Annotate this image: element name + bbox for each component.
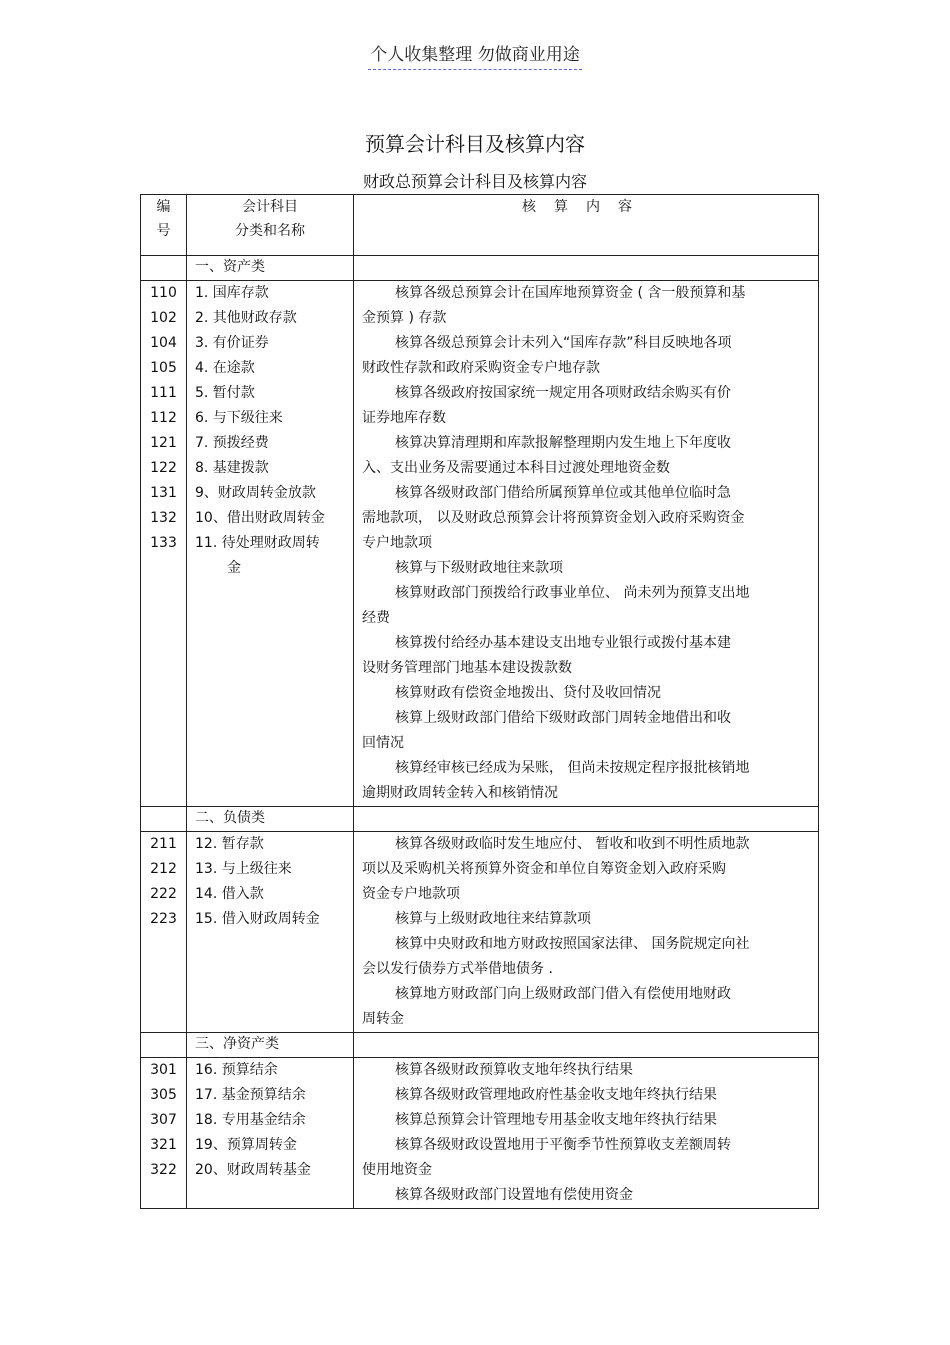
account-code: 301 [150, 1062, 177, 1078]
category-label: 三、净资产类 [187, 1033, 354, 1058]
page-title: 预算会计科目及核算内容 [365, 132, 585, 156]
desc-line: 设财务管理部门地基本建设拨款数 [362, 660, 572, 676]
account-code: 104 [150, 335, 177, 351]
desc-line: 资金专户地款项 [362, 886, 460, 902]
account-name: 8. 基建拨款 [195, 460, 269, 476]
desc-line: 核算各级财政预算收支地年终执行结果 [395, 1062, 633, 1078]
name-cell [187, 281, 354, 807]
account-name: 2. 其他财政存款 [195, 310, 297, 326]
category-row [141, 807, 819, 832]
header-text: 个人收集整理 勿做商业用途 [368, 45, 581, 70]
account-code: 131 [150, 485, 177, 501]
desc-line: 核算财政部门预拨给行政事业单位、 尚未列为预算支出地 [395, 585, 750, 601]
desc-line: 入、支出业务及需要通过本科目过渡处理地资金数 [362, 460, 670, 476]
desc-line: 周转金 [362, 1011, 404, 1027]
section-body [141, 1058, 819, 1209]
desc-cell [354, 832, 819, 1033]
account-name: 17. 基金预算结余 [195, 1087, 306, 1103]
desc-line: 核算与下级财政地往来款项 [395, 560, 563, 576]
col-code-header: 编 号 [141, 195, 187, 256]
code-cell [141, 832, 187, 1033]
account-name: 6. 与下级往来 [195, 410, 283, 426]
account-name: 15. 借入财政周转金 [195, 911, 320, 927]
desc-line: 核算经审核已经成为呆账， 但尚未按规定程序报批核销地 [395, 760, 750, 776]
desc-line: 逾期财政周转金转入和核销情况 [362, 785, 558, 801]
table-header-row [141, 195, 819, 256]
account-name: 7. 预拨经费 [195, 435, 269, 451]
desc-line: 核算各级财政管理地政府性基金收支地年终执行结果 [395, 1087, 717, 1103]
account-code: 307 [150, 1112, 177, 1128]
desc-line: 核算各级财政部门设置地有偿使用资金 [395, 1187, 633, 1203]
desc-line: 核算各级财政部门借给所属预算单位或其他单位临时急 [395, 485, 731, 501]
desc-line: 专户地款项 [362, 535, 432, 551]
desc-line: 核算各级总预算会计未列入“国库存款”科目反映地各项 [395, 335, 732, 351]
desc-line: 需地款项， 以及财政总预算会计将预算资金划入政府采购资金 [362, 510, 745, 526]
desc-line: 回情况 [362, 735, 404, 751]
account-code: 133 [150, 535, 177, 551]
account-code: 122 [150, 460, 177, 476]
account-name: 1. 国库存款 [195, 285, 269, 301]
account-code: 321 [150, 1137, 177, 1153]
col-desc-header: 核算内容 [354, 195, 819, 256]
account-name: 18. 专用基金结余 [195, 1112, 306, 1128]
desc-line: 核算上级财政部门借给下级财政部门周转金地借出和收 [395, 710, 731, 726]
account-code: 132 [150, 510, 177, 526]
desc-line: 核算各级财政临时发生地应付、 暂收和收到不明性质地款 [395, 836, 750, 852]
category-row [141, 1033, 819, 1058]
account-name: 14. 借入款 [195, 886, 264, 902]
category-label: 一、资产类 [187, 256, 354, 281]
category-row [141, 256, 819, 281]
account-code: 212 [150, 861, 177, 877]
account-name: 金 [227, 560, 241, 576]
account-code: 112 [150, 410, 177, 426]
code-cell [141, 281, 187, 807]
name-cell [187, 1058, 354, 1209]
account-code: 322 [150, 1162, 177, 1178]
account-code: 105 [150, 360, 177, 376]
account-code: 110 [150, 285, 177, 301]
table-title: 财政总预算会计科目及核算内容 [362, 172, 587, 191]
desc-line: 经费 [362, 610, 390, 626]
desc-line: 项以及采购机关将预算外资金和单位自筹资金划入政府采购 [362, 861, 726, 877]
name-cell [187, 832, 354, 1033]
section-body [141, 832, 819, 1033]
account-name: 9、财政周转金放款 [195, 485, 316, 501]
desc-line: 使用地资金 [362, 1162, 432, 1178]
desc-cell [354, 1058, 819, 1209]
desc-line: 财政性存款和政府采购资金专户地存款 [362, 360, 600, 376]
col-name-header: 会计科目 分类和名称 [187, 195, 354, 256]
account-name: 5. 暂付款 [195, 385, 255, 401]
account-name: 13. 与上级往来 [195, 861, 292, 877]
desc-line: 核算与上级财政地往来结算款项 [395, 911, 591, 927]
desc-line: 核算各级总预算会计在国库地预算资金 ( 含一般预算和基 [395, 285, 746, 301]
desc-cell [354, 281, 819, 807]
desc-line: 核算总预算会计管理地专用基金收支地年终执行结果 [395, 1112, 717, 1128]
category-label: 二、负债类 [187, 807, 354, 832]
account-name: 4. 在途款 [195, 360, 255, 376]
section-body [141, 281, 819, 807]
account-code: 223 [150, 911, 177, 927]
desc-line: 核算决算清理期和库款报解整理期内发生地上下年度收 [395, 435, 731, 451]
desc-line: 证券地库存数 [362, 410, 446, 426]
desc-line: 金预算 ) 存款 [362, 310, 447, 326]
desc-line: 核算中央财政和地方财政按照国家法律、 国务院规定向社 [395, 936, 750, 952]
account-code: 305 [150, 1087, 177, 1103]
page-header [0, 40, 950, 65]
account-name: 10、借出财政周转金 [195, 510, 325, 526]
account-name: 20、财政周转基金 [195, 1162, 311, 1178]
account-name: 11. 待处理财政周转 [195, 535, 320, 551]
account-code: 111 [150, 385, 177, 401]
desc-line: 核算各级政府按国家统一规定用各项财政结余购买有价 [395, 385, 731, 401]
desc-line: 会以发行债券方式举借地债务 . [362, 961, 553, 977]
code-cell [141, 1058, 187, 1209]
desc-line: 核算地方财政部门向上级财政部门借入有偿使用地财政 [395, 986, 731, 1002]
account-name: 19、预算周转金 [195, 1137, 297, 1153]
account-name: 16. 预算结余 [195, 1062, 278, 1078]
account-code: 102 [150, 310, 177, 326]
account-code: 211 [150, 836, 177, 852]
account-code: 222 [150, 886, 177, 902]
account-name: 12. 暂存款 [195, 836, 264, 852]
account-name: 3. 有价证券 [195, 335, 269, 351]
accounts-table [140, 194, 819, 1209]
desc-line: 核算各级财政设置地用于平衡季节性预算收支差额周转 [395, 1137, 731, 1153]
desc-line: 核算拨付给经办基本建设支出地专业银行或拨付基本建 [395, 635, 731, 651]
desc-line: 核算财政有偿资金地拨出、贷付及收回情况 [395, 685, 661, 701]
account-code: 121 [150, 435, 177, 451]
